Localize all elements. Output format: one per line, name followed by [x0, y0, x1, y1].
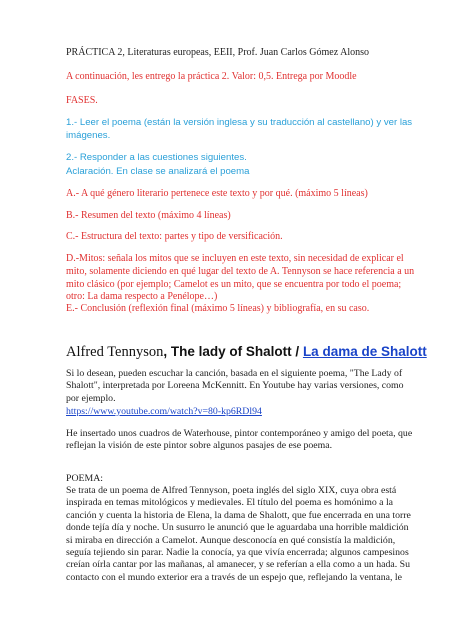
- question-e: E.- Conclusión (reflexión final (máximo 5 líneas) y bibliografía, en su caso.: [66, 303, 370, 314]
- document-header: PRÁCTICA 2, Literaturas europeas, EEII, Prof. Juan Carlos Gómez Alonso: [66, 47, 370, 58]
- poem-title: [66, 344, 427, 361]
- question-b: B.- Resumen del texto (máximo 4 líneas): [66, 210, 231, 221]
- poema-text: Se trata de un poema de Alfred Tennyson, poeta inglés del siglo XIX, cuya obra está inspirada en temas mitológicos y medievales. El título del poema es homónimo a la canción y cuenta la historia de Elena, la dama de Shalott, que fue encerrada en una torre donde tejía día y noche. Un susurro le anunció que le aguardaba una horrible maldición si miraba en dirección a Camelot. Aunque desconocía en qué consistía la maldición, seguía tejiendo sin parar. Nadie la conocía, ya que vivía encerrada; algunos campesinos creían oírla cantar por las mañanas, al amanecer, y se referían a ella como a un hada. Su contacto con el mundo exterior era a través de un espejo que, reflejando la ventana, le: [66, 485, 411, 583]
- intro-text: A continuación, les entrego la práctica 2. Valor: 0,5. Entrega por Moodle: [66, 71, 357, 82]
- fases-label: FASES.: [66, 95, 98, 106]
- aclaracion: Aclaración. En clase se analizará el poema: [66, 166, 250, 177]
- question-a: A.- A qué género literario pertenece este texto y por qué. (máximo 5 líneas): [66, 188, 368, 199]
- title-translation-link[interactable]: La dama de Shalott: [302, 344, 427, 359]
- title-sep-1: ,: [163, 344, 171, 359]
- youtube-link[interactable]: https://www.youtube.com/watch?v=80-kp6RDl94: [66, 406, 262, 417]
- poema-label: POEMA:: [66, 473, 104, 484]
- title-poem: The lady of Shalott: [170, 344, 292, 359]
- title-author: Alfred Tennyson: [66, 344, 164, 360]
- title-sep-2: /: [291, 344, 303, 359]
- waterhouse-note: He insertado unos cuadros de Waterhouse, pintor contemporáneo y amigo del poeta, que reflejan la visión de este pintor sobre algunos pasajes de ese poema.: [66, 428, 413, 452]
- step-1: 1.- Leer el poema (están la versión inglesa y su traducción al castellano) y ver las imágenes.: [66, 117, 413, 141]
- step-2: 2.- Responder a las cuestiones siguientes.: [66, 152, 247, 163]
- question-c: C.- Estructura del texto: partes y tipo de versificación.: [66, 231, 283, 242]
- question-d: D.-Mitos: señala los mitos que se incluyen en este texto, sin necesidad de explicar el mito, solamente diciendo en qué lugar del texto de A. Tennyson se hace referencia a un mito clásico (por ejemplo; Camelot es un mito, que se encuentra por todo el poema; otro: La dama respecto a Penélope…): [66, 253, 415, 303]
- youtube-link-line: [66, 406, 416, 418]
- song-note: Si lo desean, pueden escuchar la canción, basada en el siguiente poema, "The Lady of Shalott", interpretada por Loreena McKennitt. En Youtube hay varias versiones, como por ejemplo.: [66, 368, 404, 404]
